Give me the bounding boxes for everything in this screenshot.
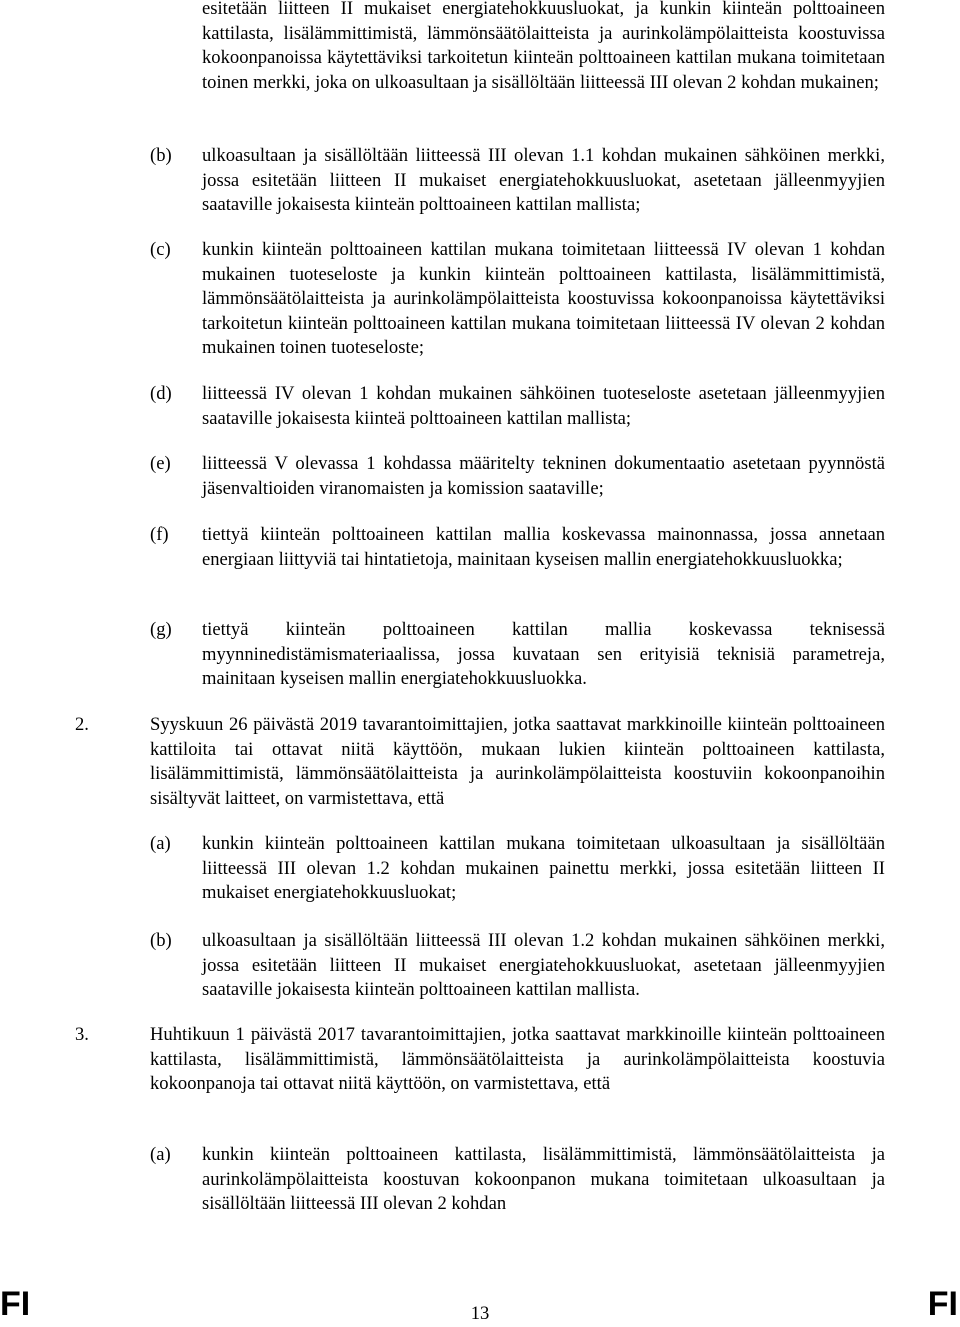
item-text-c: kunkin kiinteän polttoaineen kattilan mukana toimitetaan liitteessä IV olevan 1 kohdan mukainen tuoteseloste ja kunkin kiinteän polttoaineen kattilasta, lisälämmittimistä, lämmönsäätölaitteista ja aurinkolämpölaitteista koostuvissa kokoonpanoissa käytettäviksi tarkoitetun kiinteän polttoaineen kattilan mukana toimitetaan liitteessä IV olevan 2 kohdan mukainen toinen tuoteseloste; — [202, 239, 885, 359]
item-text-f: tiettyä kiinteän polttoaineen kattilan mallia koskevassa mainonnassa, jossa annetaan energiaan liittyviä tai hintatietoja, mainitaan kyseisen mallin energiatehokkuusluokka; — [202, 524, 885, 570]
page-number: 13 — [470, 1303, 490, 1324]
point-2-item-label-a: (a) — [150, 833, 171, 854]
item-label-b: (b) — [150, 145, 172, 166]
point-3-text: Huhtikuun 1 päivästä 2017 tavarantoimittajien, jotka saattavat markkinoille kiinteän polttoaineen kattilasta, lisälämmittimistä, lämmönsäätölaitteista ja aurinkolämpölaitteista koostuvia kokoonpanoja tai ottavat niitä käyttöön, on varmistettava, että — [150, 1024, 885, 1095]
item-label-d: (d) — [150, 383, 172, 404]
item-label-f: (f) — [150, 524, 169, 545]
item-text-g: tiettyä kiinteän polttoaineen kattilan mallia koskevassa teknisessä myynninedistämismateriaalissa, jossa kuvataan sen erityisiä teknisiä parametreja, mainitaan kyseisen mallin energiatehokkuusluokka. — [202, 619, 885, 690]
item-label-g: (g) — [150, 619, 172, 640]
point-3-number: 3. — [75, 1024, 89, 1045]
point-2-item-text-a: kunkin kiinteän polttoaineen kattilan mukana toimitetaan ulkoasultaan ja sisällöltään liitteessä III olevan 1.2 kohdan mukainen painettu merkki, jossa esitetään liitteen II mukaiset energiatehokkuusluokat; — [202, 833, 885, 904]
item-text-b: ulkoasultaan ja sisällöltään liitteessä III olevan 1.1 kohdan mukainen sähköinen merkki, jossa esitetään liitteen II mukaiset energiatehokkuusluokat, asetetaan jälleenmyyjien saataville jokaisesta kiinteän polttoaineen kattilan mallista; — [202, 145, 885, 216]
footer-language-code-left: FI — [0, 1285, 31, 1323]
item-label-e: (e) — [150, 453, 171, 474]
item-label-c: (c) — [150, 239, 171, 260]
point-2-number: 2. — [75, 714, 89, 735]
point-2-item-label-b: (b) — [150, 930, 172, 951]
item-text-e: liitteessä V olevassa 1 kohdassa määritelty tekninen dokumentaatio asetetaan pyynnöstä jäsenvaltioiden viranomaisten ja komission saataville; — [202, 453, 885, 499]
point-2-item-text-b: ulkoasultaan ja sisällöltään liitteessä III olevan 1.2 kohdan mukainen sähköinen merkki, jossa esitetään liitteen II mukaiset energiatehokkuusluokat, asetetaan jälleenmyyjien saataville jokaisesta kiinteän polttoaineen kattilan mallista. — [202, 930, 885, 1001]
point-3-item-label-a: (a) — [150, 1144, 171, 1165]
item-text-d: liitteessä IV olevan 1 kohdan mukainen sähköinen tuoteseloste asetetaan jälleenmyyjien saataville jokaisesta kiinteä polttoaineen kattilan mallista; — [202, 383, 885, 429]
footer-language-code-right: FI — [927, 1285, 958, 1323]
point-3-item-text-a: kunkin kiinteän polttoaineen kattilasta, lisälämmittimistä, lämmönsäätölaitteista ja aurinkolämpölaitteista koostuvan kokoonpanon mukana toimitetaan ulkoasultaan ja sisällöltään liitteessä III olevan 2 kohdan — [202, 1144, 885, 1215]
continuation-paragraph: esitetään liitteen II mukaiset energiatehokkuusluokat, ja kunkin kiinteän polttoaineen kattilasta, lisälämmittimistä, lämmönsäätölaitteista ja aurinkolämpölaitteista koostuvissa kokoonpanoissa käytettäviksi tarkoitetun kiinteän polttoaineen kattilan mukana toimitetaan toinen merkki, joka on ulkoasultaan ja sisällöltään liitteessä III olevan 2 kohdan mukainen; — [202, 0, 885, 93]
point-2-text: Syyskuun 26 päivästä 2019 tavarantoimittajien, jotka saattavat markkinoille kiinteän polttoaineen kattiloita tai ottavat niitä käyttöön, mukaan lukien kiinteän polttoaineen kattilasta, lisälämmittimistä, lämmönsäätölaitteista ja aurinkolämpölaitteista koostuviin kokoonpanoihin sisältyvät laitteet, on varmistettava, että — [150, 714, 885, 809]
